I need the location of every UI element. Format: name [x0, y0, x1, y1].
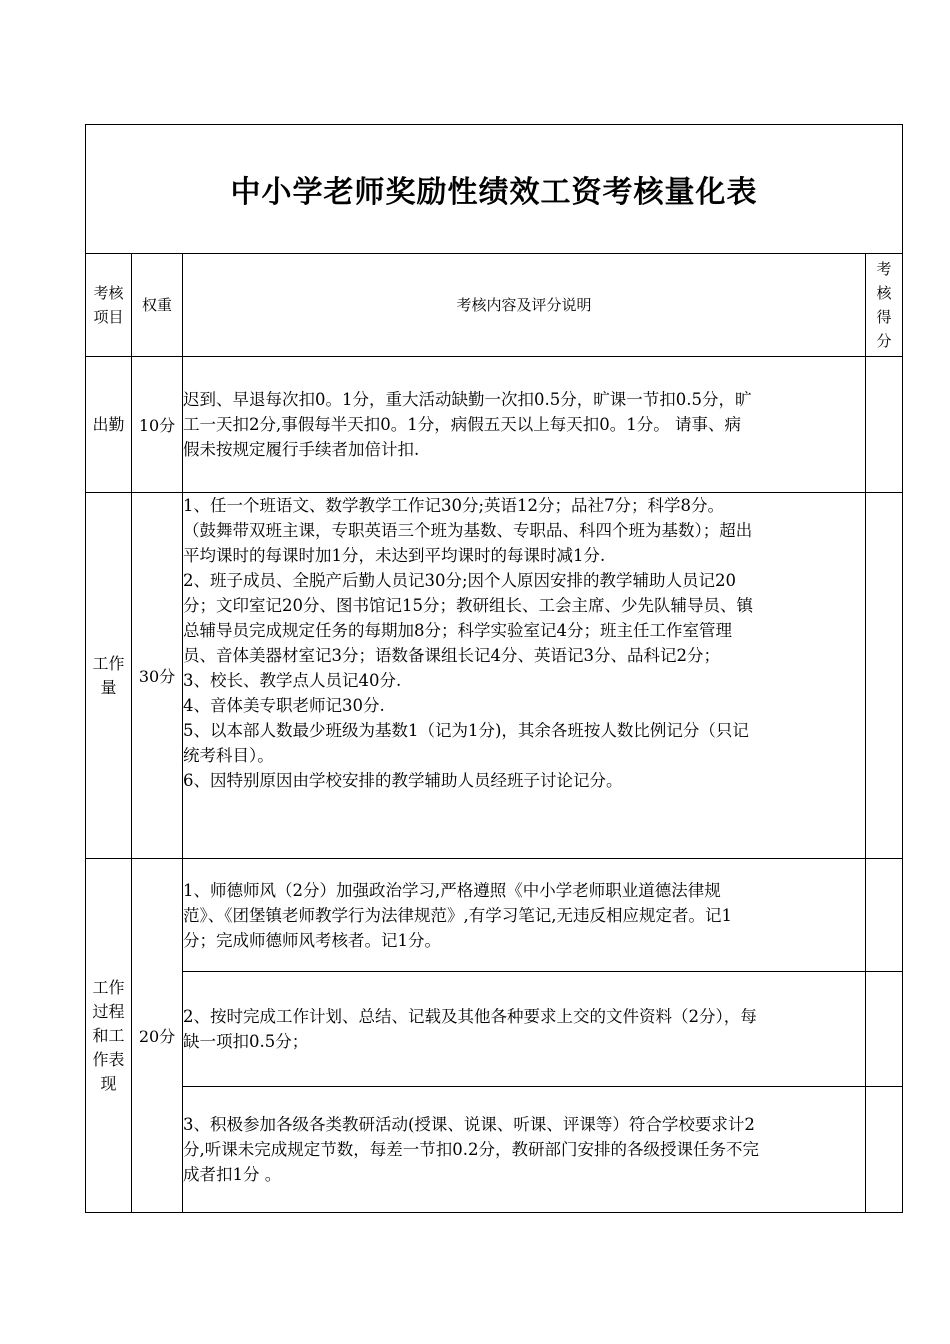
title-cell [86, 125, 903, 254]
content-line: 3、积极参加各级各类教研活动(授课、说课、听课、评课等）符合学校要求计2 [183, 1115, 755, 1134]
content-line: 范》、《团堡镇老师教学行为法律规范》,有学习笔记,无违反相应规定者。记1 [183, 905, 732, 925]
page-title: 中小学老师奖励性绩效工资考核量化表 [230, 175, 758, 210]
process-item-3-content [183, 1087, 866, 1213]
content-line: （鼓舞带双班主课，专职英语三个班为基数、专职品、科四个班为基数）；超出 [183, 521, 753, 540]
workload-weight: 30分 [132, 493, 183, 859]
content-line: 2、按时完成工作计划、总结、记载及其他各种要求上交的文件资料（2分），每 [183, 1007, 757, 1026]
header-score-char: 考 [876, 260, 892, 278]
process-item-3-score [866, 1087, 903, 1213]
content-line: 分,听课未完成规定节数，每差一节扣0.2分，教研部门安排的各级授课任务不完 [183, 1140, 759, 1159]
attendance-category: 出勤 [86, 357, 132, 493]
workload-row [86, 493, 903, 859]
content-line: 员、音体美器材室记3分；语数备课组长记4分、英语记3分、品科记2分； [183, 646, 720, 665]
header-score-char: 分 [876, 332, 892, 350]
process-item-2-content [183, 972, 866, 1087]
content-line: 缺一项扣0.5分； [183, 1032, 309, 1051]
content-line: 1、任一个班语文、数学教学工作记30分;英语12分；品社7分；科学8分。 [183, 496, 725, 515]
attendance-score [866, 357, 903, 493]
category-line: 作表 [92, 1049, 125, 1069]
content-line: 迟到、早退每次扣0。1分，重大活动缺勤一次扣0.5分，旷课一节扣0.5分，旷 [183, 390, 752, 409]
header-category-line: 项目 [93, 308, 124, 326]
category-line: 工作 [92, 653, 125, 673]
header-category [86, 254, 132, 357]
attendance-weight: 10分 [132, 357, 183, 493]
content-line: 统考科目）。 [183, 746, 274, 765]
performance-assessment-table [85, 124, 903, 1213]
workload-score [866, 493, 903, 859]
content-line: 5、以本部人数最少班级为基数1（记为1分)，其余各班按人数比例记分（只记 [183, 721, 749, 740]
header-score-char: 得 [876, 308, 892, 326]
content-line: 1、师德师风（2分）加强政治学习,严格遵照《中小学老师职业道德法律规 [183, 880, 721, 900]
content-line: 分；文印室记20分、图书馆记15分；教研组长、工会主席、少先队辅导员、镇 [183, 596, 753, 615]
workload-category [86, 493, 132, 859]
header-score-char: 核 [876, 284, 892, 302]
content-line: 3、校长、教学点人员记40分. [183, 671, 402, 690]
attendance-content [183, 357, 866, 493]
content-line: 平均课时的每课时加1分，未达到平均课时的每课时减1分. [183, 546, 606, 565]
process-item-1-score [866, 859, 903, 972]
content-line: 假未按规定履行手续者加倍计扣. [183, 440, 420, 459]
process-item-2-score [866, 972, 903, 1087]
attendance-row [86, 357, 903, 493]
category-line: 量 [100, 677, 117, 697]
process-row-3 [86, 1087, 903, 1213]
header-score [866, 254, 903, 357]
content-line: 4、音体美专职老师记30分. [183, 696, 385, 715]
header-weight: 权重 [132, 254, 183, 357]
workload-content [183, 493, 866, 859]
process-row-2 [86, 972, 903, 1087]
category-line: 工作 [92, 977, 125, 997]
category-line: 过程 [92, 1001, 125, 1021]
category-line: 和工 [92, 1025, 125, 1045]
process-row-1 [86, 859, 903, 972]
process-category [86, 859, 132, 1213]
header-row [86, 254, 903, 357]
header-category-line: 考核 [93, 284, 124, 302]
header-content: 考核内容及评分说明 [183, 254, 866, 357]
content-line: 6、因特别原因由学校安排的教学辅助人员经班子讨论记分。 [183, 771, 623, 790]
content-line: 分；完成师德师风考核者。记1分。 [183, 930, 441, 950]
process-item-1-content [183, 859, 866, 972]
content-line: 成者扣1分 。 [183, 1165, 282, 1184]
content-line: 2、班子成员、全脱产后勤人员记30分;因个人原因安排的教学辅助人员记20 [183, 571, 737, 590]
process-weight: 20分 [132, 859, 183, 1213]
content-line: 工一天扣2分,事假每半天扣0。1分，病假五天以上每天扣0。1分。 请事、病 [183, 415, 741, 434]
category-line: 现 [100, 1073, 117, 1093]
content-line: 总辅导员完成规定任务的每期加8分；科学实验室记4分；班主任工作室管理 [183, 621, 732, 640]
